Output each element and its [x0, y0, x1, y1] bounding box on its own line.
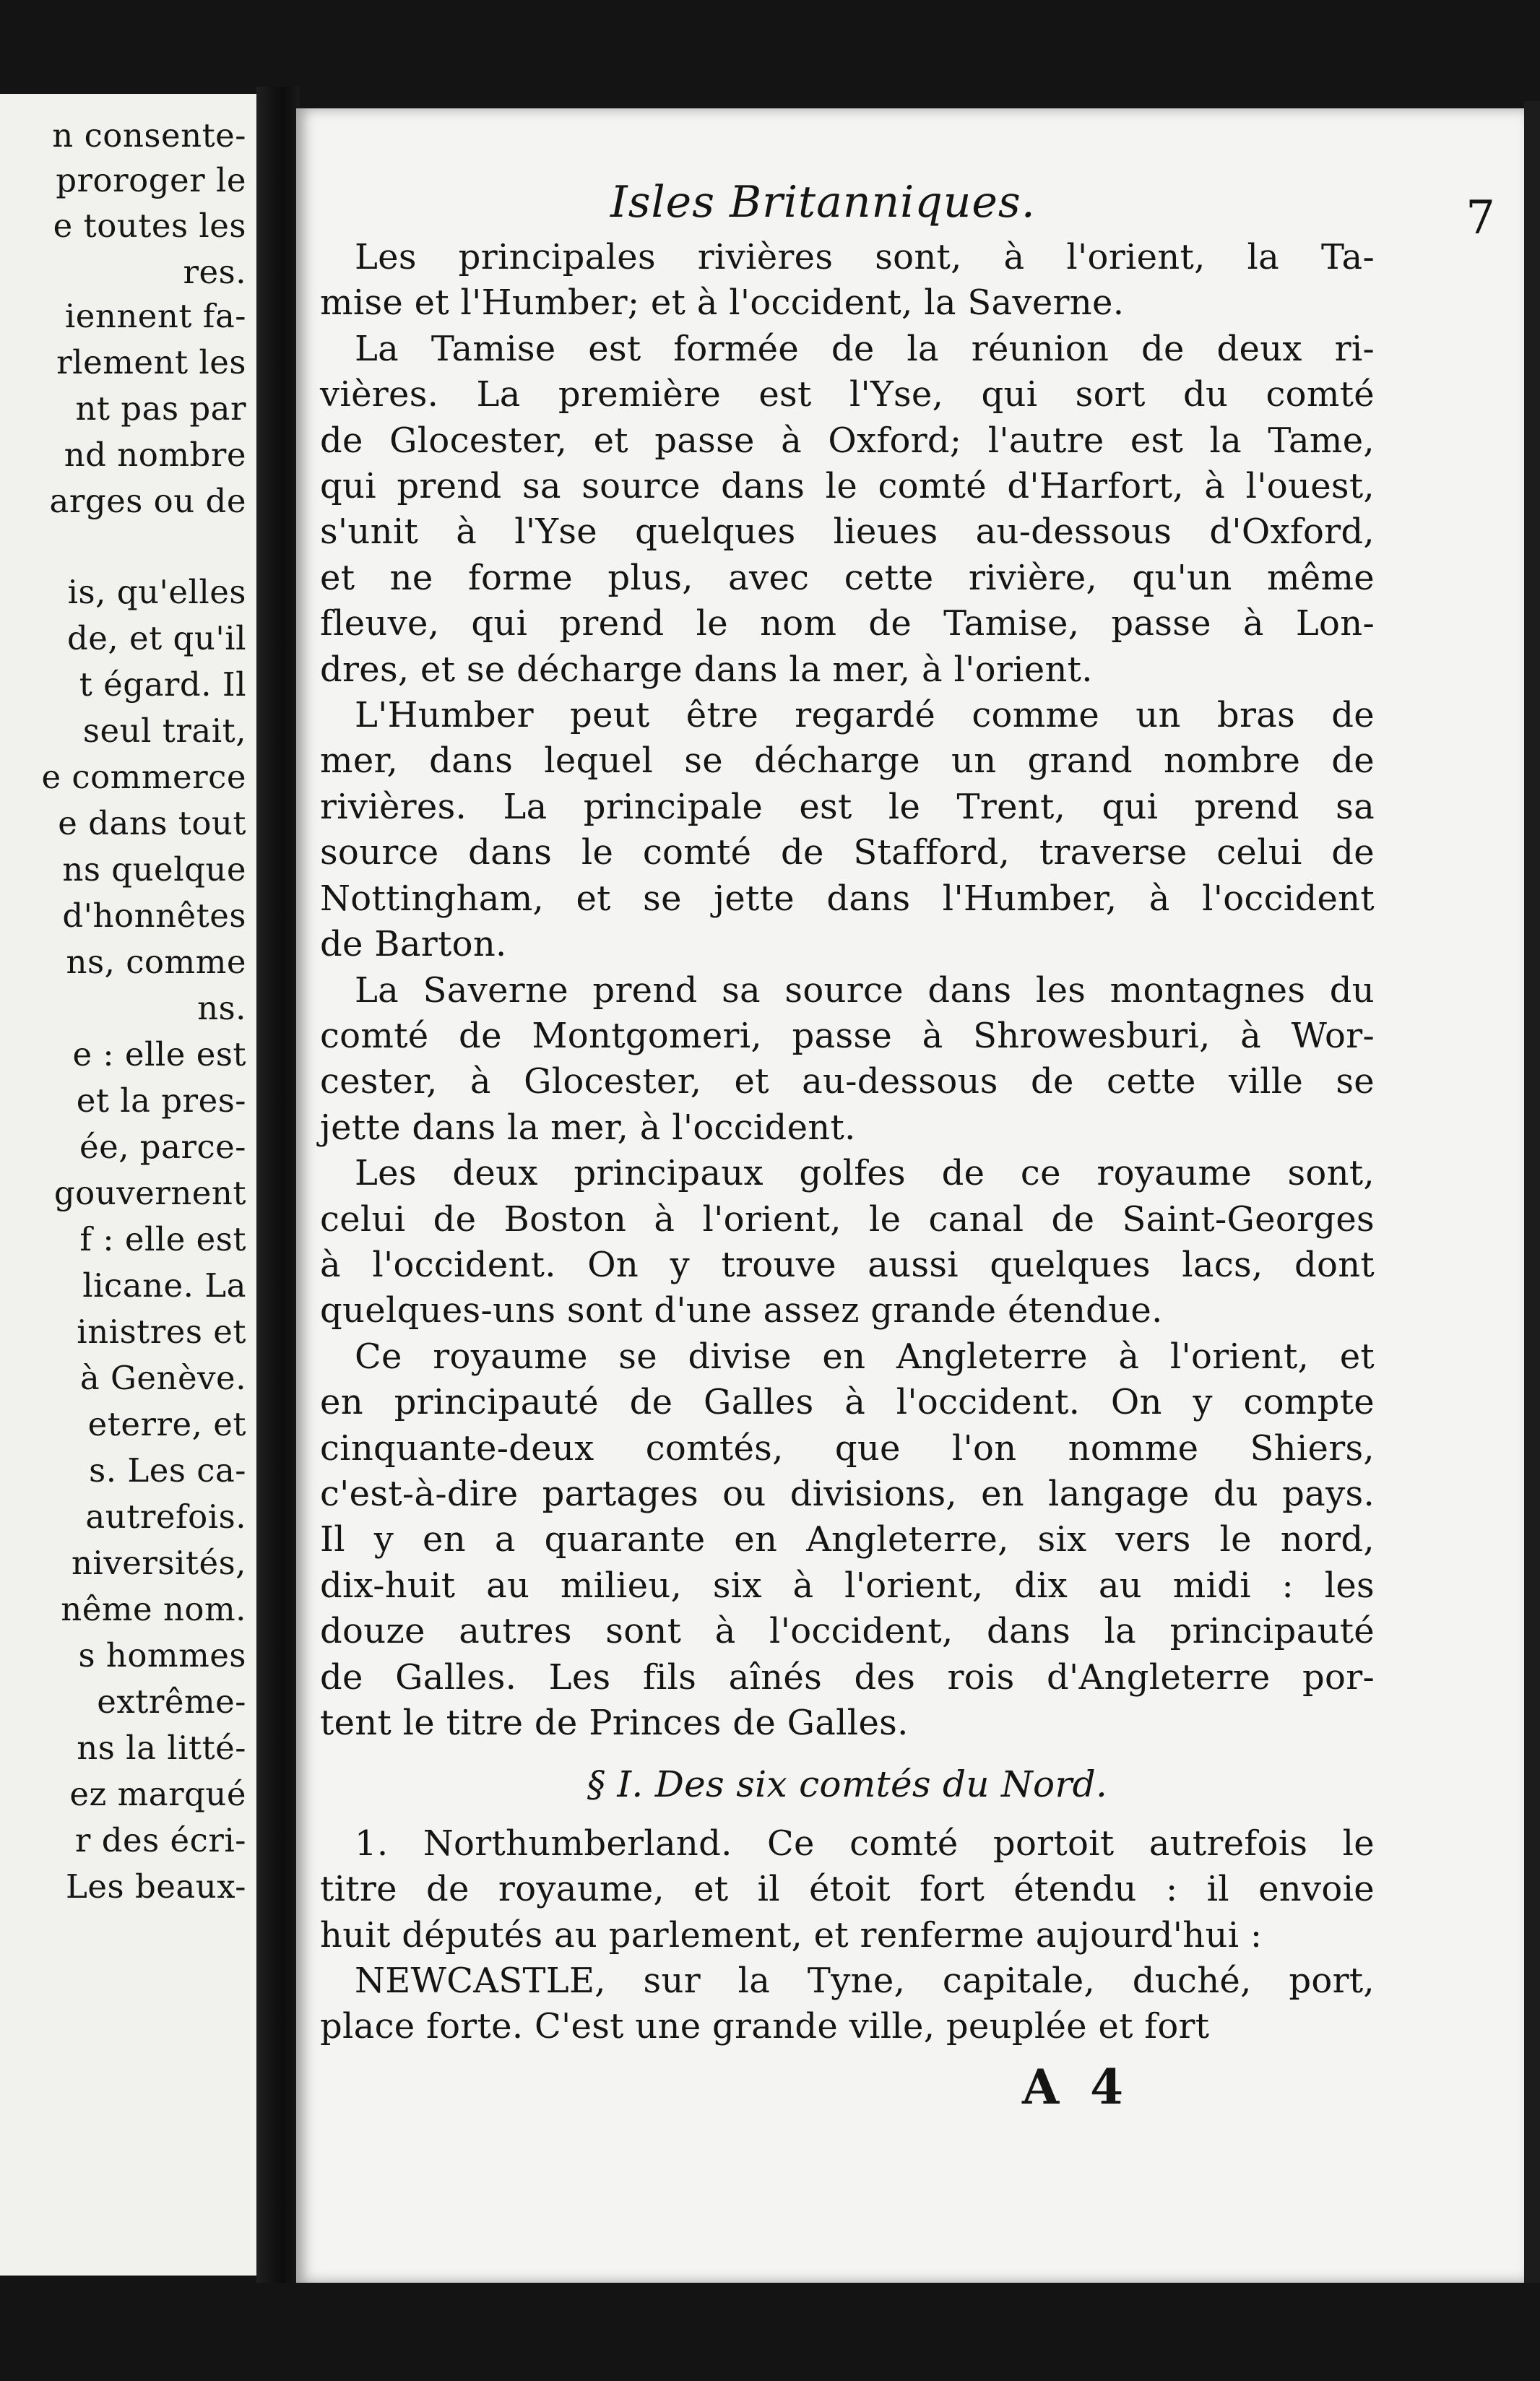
text-line: celui de Boston à l'orient, le canal de Saint-Georges: [320, 1198, 1375, 1240]
text-line: dix-huit au milieu, six à l'orient, dix au midi : les: [320, 1565, 1375, 1606]
section-heading: § I. Des six comtés du Nord.: [587, 1763, 1108, 1806]
text-line: jette dans la mer, à l'occident.: [320, 1107, 856, 1148]
book-gutter: [256, 87, 300, 2283]
text-line: 1. Northumberland. Ce comté portoit autrefois le: [355, 1823, 1375, 1864]
left-page-line: Les beaux-: [66, 1867, 246, 1906]
left-page-line: et la pres-: [76, 1081, 246, 1120]
left-page-line: ns la litté-: [77, 1729, 246, 1767]
left-page-line: ns.: [197, 989, 246, 1027]
left-page-line: eterre, et: [87, 1405, 246, 1443]
left-page-line: ez marqué: [69, 1775, 246, 1813]
left-page-line: res.: [183, 253, 246, 291]
left-page-line: nd nombre: [64, 436, 246, 474]
text-line: qui prend sa source dans le comté d'Harfort, à l'ouest,: [320, 466, 1375, 507]
left-page-line: ns quelque: [62, 850, 246, 889]
page-edge: [1524, 101, 1540, 2283]
left-page-line: niversités,: [71, 1544, 246, 1582]
text-line: de Glocester, et passe à Oxford; l'autre est la Tame,: [320, 420, 1375, 461]
text-line: Ce royaume se divise en Angleterre à l'orient, et: [355, 1336, 1375, 1377]
text-line: Nottingham, et se jette dans l'Humber, à l'occident: [320, 878, 1375, 919]
left-page-line: de, et qu'il: [66, 619, 246, 657]
left-page-line: f : elle est: [79, 1220, 246, 1258]
book-page: [296, 108, 1524, 2283]
left-page-line: iennent fa-: [64, 297, 246, 335]
text-line: NEWCASTLE, sur la Tyne, capitale, duché, port,: [355, 1961, 1375, 2002]
text-line: en principauté de Galles à l'occident. On y compte: [320, 1382, 1375, 1423]
left-page-line: e toutes les: [53, 207, 246, 245]
left-page-line: à Genève.: [79, 1359, 246, 1397]
text-line: de Barton.: [320, 924, 507, 965]
text-line: source dans le comté de Stafford, traverse celui de: [320, 832, 1375, 873]
text-line: tent le titre de Princes de Galles.: [320, 1703, 909, 1743]
left-page-line: proroger le: [56, 161, 246, 199]
text-line: quelques-uns sont d'une assez grande étendue.: [320, 1290, 1163, 1331]
text-line: mise et l'Humber; et à l'occident, la Saverne.: [320, 282, 1125, 324]
left-page-line: d'honnêtes: [62, 896, 246, 935]
text-line: comté de Montgomeri, passe à Shrowesburi, à Wor-: [320, 1015, 1375, 1056]
text-line: s'unit à l'Yse quelques lieues au-dessous d'Oxford,: [320, 511, 1375, 553]
left-page-line: ée, parce-: [79, 1128, 246, 1166]
text-line: vières. La première est l'Yse, qui sort du comté: [320, 374, 1375, 415]
left-page-line: extrême-: [97, 1682, 246, 1721]
text-line: Il y en a quarante en Angleterre, six vers le nord,: [320, 1519, 1375, 1560]
left-page-line: licane. La: [82, 1266, 246, 1305]
left-page-line: seul trait,: [82, 712, 246, 750]
text-line: fleuve, qui prend le nom de Tamise, passe à Lon-: [320, 603, 1375, 644]
text-line: douze autres sont à l'occident, dans la principauté: [320, 1611, 1375, 1652]
text-line: et ne forme plus, avec cette rivière, qu'un même: [320, 557, 1375, 598]
text-line: mer, dans lequel se décharge un grand nombre de: [320, 740, 1375, 782]
text-line: cinquante-deux comtés, que l'on nomme Shiers,: [320, 1427, 1375, 1469]
left-page-line: gouvernent: [53, 1174, 246, 1212]
left-page-line: autrefois.: [85, 1498, 246, 1536]
left-page-line: e dans tout: [58, 804, 246, 842]
text-line: La Tamise est formée de la réunion de deux ri-: [355, 328, 1375, 369]
left-page-line: rlement les: [56, 343, 246, 381]
text-line: place forte. C'est une grande ville, peuplée et fort: [320, 2006, 1210, 2047]
text-line: huit députés au parlement, et renferme aujourd'hui :: [320, 1914, 1263, 1956]
running-head: [296, 177, 1524, 245]
left-page-line: e : elle est: [72, 1035, 246, 1073]
left-page-line: s hommes: [78, 1636, 246, 1675]
facing-page-left: [0, 94, 256, 2276]
text-line: La Saverne prend sa source dans les montagnes du: [355, 969, 1375, 1011]
left-page-line: ns, comme: [66, 943, 246, 981]
left-page-line: n consente-: [52, 116, 246, 155]
text-line: c'est-à-dire partages ou divisions, en langage du pays.: [320, 1473, 1375, 1514]
left-page-line: arges ou de: [49, 482, 246, 520]
text-line: L'Humber peut être regardé comme un bras de: [355, 695, 1375, 736]
page-number: 7: [1466, 191, 1495, 245]
left-page-line: s. Les ca-: [89, 1451, 246, 1490]
body-text: [320, 235, 1375, 2050]
text-line: cester, à Glocester, et au-dessous de cette ville se: [320, 1061, 1375, 1102]
text-line: rivières. La principale est le Trent, qui prend sa: [320, 786, 1375, 827]
left-page-line: nême nom.: [61, 1590, 246, 1628]
left-page-line: is, qu'elles: [67, 573, 246, 611]
running-title: Isles Britanniques.: [610, 177, 1036, 228]
signature-mark: A 4: [1022, 2059, 1131, 2115]
text-line: à l'occident. On y trouve aussi quelques lacs, dont: [320, 1244, 1375, 1285]
left-page-line: nt pas par: [75, 389, 246, 428]
text-line: Les principales rivières sont, à l'orient, la Ta-: [355, 237, 1375, 277]
text-line: Les deux principaux golfes de ce royaume sont,: [355, 1153, 1375, 1194]
text-line: titre de royaume, et il étoit fort étendu : il envoie: [320, 1869, 1375, 1910]
left-page-line: inistres et: [77, 1313, 246, 1351]
text-line: de Galles. Les fils aînés des rois d'Angleterre por-: [320, 1656, 1375, 1698]
left-page-line: t égard. Il: [79, 665, 246, 704]
left-page-line: r des écri-: [74, 1821, 246, 1859]
text-line: dres, et se décharge dans la mer, à l'orient.: [320, 649, 1093, 690]
left-page-line: e commerce: [41, 758, 246, 796]
